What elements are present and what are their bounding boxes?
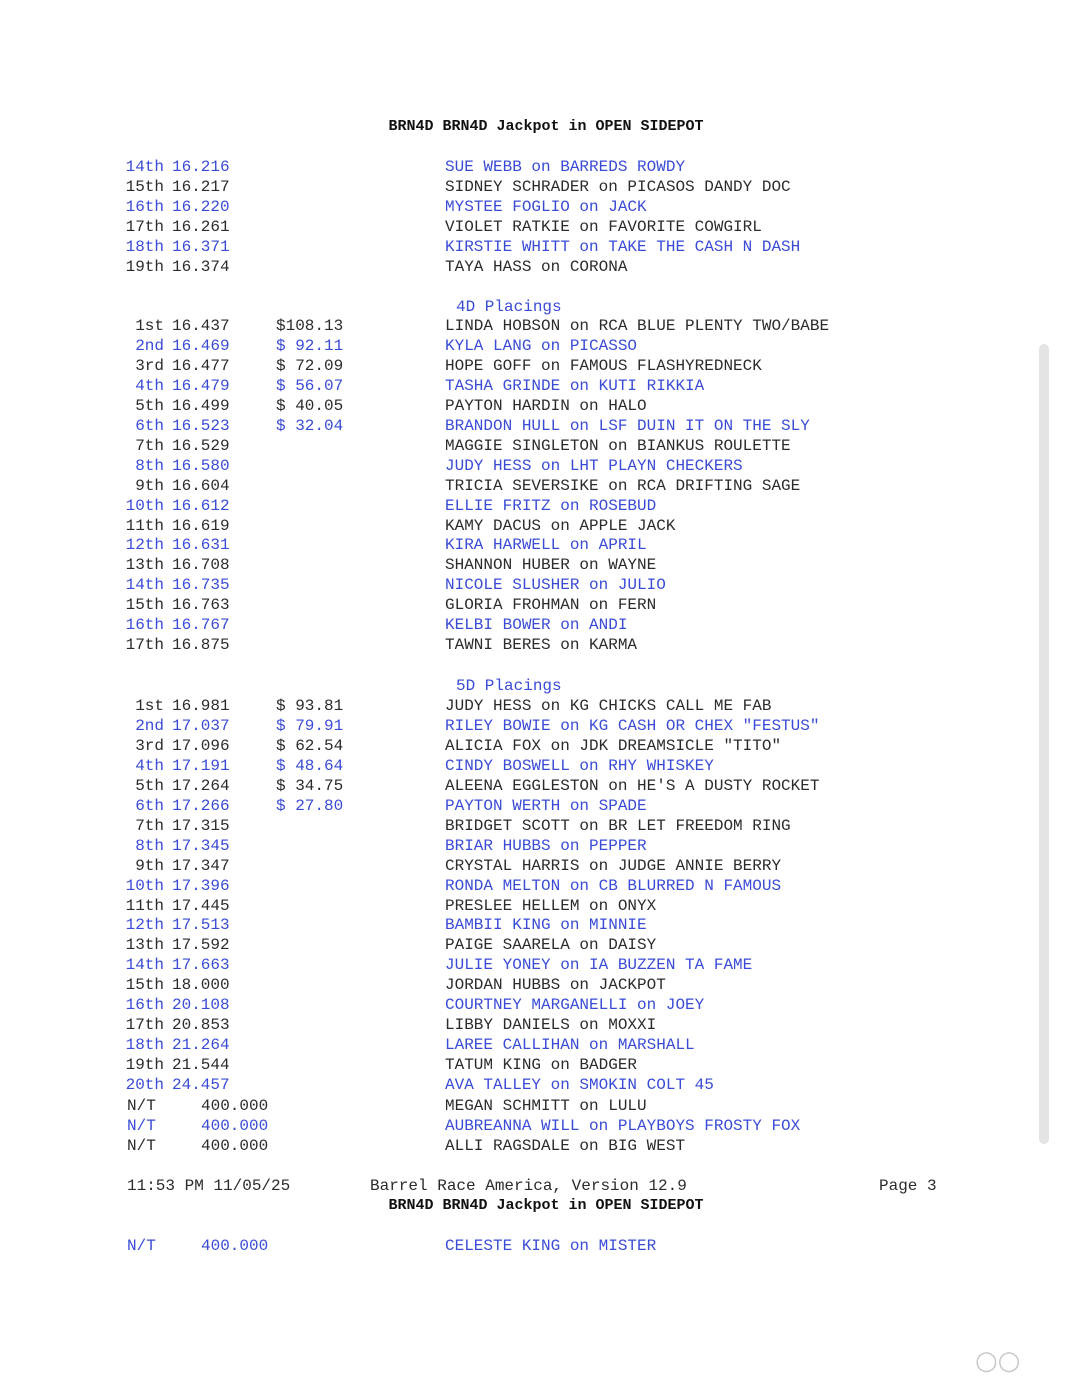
placing: 3rd xyxy=(135,356,164,375)
placing: 5th xyxy=(135,396,164,415)
placing: 13th xyxy=(125,936,164,955)
placing: 7th xyxy=(135,436,164,455)
placing: 12th xyxy=(125,536,164,555)
placing: 7th xyxy=(135,816,164,835)
payout: $ 34.75 xyxy=(276,776,344,795)
rider-horse: KIRA HARWELL on APRIL xyxy=(445,536,647,555)
run-time: 16.469 xyxy=(172,336,230,355)
run-time: 16.220 xyxy=(172,197,230,216)
rider-horse: TAYA HASS on CORONA xyxy=(445,257,628,276)
rider-horse: CRYSTAL HARRIS on JUDGE ANNIE BERRY xyxy=(445,856,782,875)
rider-horse: ALEENA EGGLESTON on HE'S A DUSTY ROCKET xyxy=(445,776,820,795)
run-time: 16.767 xyxy=(172,616,230,635)
rider-horse: RILEY BOWIE on KG CASH OR CHEX "FESTUS" xyxy=(445,716,820,735)
placing: N/T xyxy=(127,1136,156,1155)
rider-horse: JULIE YONEY on IA BUZZEN TA FAME xyxy=(445,956,753,975)
placing: 18th xyxy=(125,237,164,256)
run-time: 400.000 xyxy=(201,1136,269,1155)
run-time: 24.457 xyxy=(172,1076,230,1095)
run-time: 16.619 xyxy=(172,516,230,535)
run-time: 16.875 xyxy=(172,636,230,655)
placing: 6th xyxy=(135,416,164,435)
rider-horse: ALLI RAGSDALE on BIG WEST xyxy=(445,1136,686,1155)
placing: 6th xyxy=(135,796,164,815)
rider-horse: JUDY HESS on KG CHICKS CALL ME FAB xyxy=(445,697,772,715)
placing: N/T xyxy=(127,1237,156,1255)
run-time: 21.264 xyxy=(172,1036,230,1055)
placing: 9th xyxy=(135,476,164,495)
run-time: 17.663 xyxy=(172,956,230,975)
placing: 1st xyxy=(135,697,164,715)
placing: 8th xyxy=(135,456,164,475)
run-time: 16.217 xyxy=(172,177,230,196)
payout: $ 92.11 xyxy=(276,336,344,355)
payout: $ 56.07 xyxy=(276,376,344,395)
placing: 5th xyxy=(135,776,164,795)
placing: 2nd xyxy=(135,716,164,735)
rider-horse: PAYTON WERTH on SPADE xyxy=(445,796,647,815)
rider-horse: AUBREANNA WILL on PLAYBOYS FROSTY FOX xyxy=(445,1116,801,1135)
run-time: 21.544 xyxy=(172,1056,230,1075)
run-time: 400.000 xyxy=(201,1097,269,1115)
rider-horse: BRIDGET SCOTT on BR LET FREEDOM RING xyxy=(445,816,791,835)
run-time: 16.216 xyxy=(172,158,230,176)
rider-horse: KYLA LANG on PICASSO xyxy=(445,336,638,355)
payout: $ 48.64 xyxy=(276,756,344,775)
run-time: 16.708 xyxy=(172,556,230,575)
section-heading-5d: 5D Placings xyxy=(456,677,562,695)
run-time: 17.264 xyxy=(172,776,230,795)
run-time: 16.612 xyxy=(172,496,230,515)
placing: N/T xyxy=(127,1116,156,1135)
placing: 15th xyxy=(125,177,164,196)
run-time: 20.108 xyxy=(172,996,230,1015)
placing: 16th xyxy=(125,616,164,635)
rider-horse: TATUM KING on BADGER xyxy=(445,1056,638,1075)
placing: N/T xyxy=(127,1097,156,1115)
run-time: 17.191 xyxy=(172,756,230,775)
rider-horse: LIBBY DANIELS on MOXXI xyxy=(445,1016,657,1035)
placing: 3rd xyxy=(135,736,164,755)
rider-horse: KIRSTIE WHITT on TAKE THE CASH N DASH xyxy=(445,237,801,256)
run-time: 16.499 xyxy=(172,396,230,415)
rider-horse: KELBI BOWER on ANDI xyxy=(445,616,628,635)
rider-horse: TRICIA SEVERSIKE on RCA DRIFTING SAGE xyxy=(445,476,801,495)
placing: 16th xyxy=(125,197,164,216)
run-time: 16.477 xyxy=(172,356,230,375)
placing: 1st xyxy=(135,317,164,335)
payout: $ 79.91 xyxy=(276,716,344,735)
placing: 18th xyxy=(125,1036,164,1055)
rider-horse: TASHA GRINDE on KUTI RIKKIA xyxy=(445,376,705,395)
placing: 19th xyxy=(125,257,164,276)
run-time: 16.479 xyxy=(172,376,230,395)
payout: $ 32.04 xyxy=(276,416,344,435)
placing: 14th xyxy=(125,576,164,595)
run-time: 17.347 xyxy=(172,856,230,875)
run-time: 17.096 xyxy=(172,736,230,755)
payout: $108.13 xyxy=(276,317,344,335)
run-time: 16.261 xyxy=(172,217,230,236)
vertical-scrollbar[interactable] xyxy=(1039,344,1049,1144)
placing: 15th xyxy=(125,596,164,615)
run-time: 400.000 xyxy=(201,1237,269,1255)
run-time: 16.523 xyxy=(172,416,230,435)
rider-horse: ELLIE FRITZ on ROSEBUD xyxy=(445,496,657,515)
placing: 16th xyxy=(125,996,164,1015)
rider-horse: AVA TALLEY on SMOKIN COLT 45 xyxy=(445,1076,714,1095)
footer-software: Barrel Race America, Version 12.9 xyxy=(370,1177,687,1195)
page-title: BRN4D BRN4D Jackpot in OPEN SIDEPOT xyxy=(388,118,704,135)
rider-horse: GLORIA FROHMAN on FERN xyxy=(445,596,657,615)
payout: $ 62.54 xyxy=(276,736,344,755)
payout: $ 93.81 xyxy=(276,697,344,715)
rider-horse: PAIGE SAARELA on DAISY xyxy=(445,936,657,955)
placing: 4th xyxy=(135,376,164,395)
rider-horse: LAREE CALLIHAN on MARSHALL xyxy=(445,1036,695,1055)
rider-horse: CINDY BOSWELL on RHY WHISKEY xyxy=(445,756,714,775)
run-time: 16.437 xyxy=(172,317,230,335)
rider-horse: VIOLET RATKIE on FAVORITE COWGIRL xyxy=(445,217,762,236)
rider-horse: HOPE GOFF on FAMOUS FLASHYREDNECK xyxy=(445,356,762,375)
section-heading-4d: 4D Placings xyxy=(456,298,562,316)
placing: 10th xyxy=(125,496,164,515)
footer-timestamp: 11:53 PM 11/05/25 xyxy=(127,1177,291,1195)
rider-horse: SHANNON HUBER on WAYNE xyxy=(445,556,657,575)
payout: $ 40.05 xyxy=(276,396,344,415)
run-time: 17.037 xyxy=(172,716,230,735)
run-time: 16.735 xyxy=(172,576,230,595)
rider-horse: SIDNEY SCHRADER on PICASOS DANDY DOC xyxy=(445,177,791,196)
footer-title: BRN4D BRN4D Jackpot in OPEN SIDEPOT xyxy=(388,1197,704,1214)
rider-horse: BRANDON HULL on LSF DUIN IT ON THE SLY xyxy=(445,416,810,435)
payout: $ 72.09 xyxy=(276,356,344,375)
placing: 2nd xyxy=(135,336,164,355)
placing: 11th xyxy=(125,896,164,915)
run-time: 16.371 xyxy=(172,237,230,256)
placing: 20th xyxy=(125,1076,164,1095)
run-time: 16.604 xyxy=(172,476,230,495)
run-time: 16.580 xyxy=(172,456,230,475)
run-time: 17.266 xyxy=(172,796,230,815)
rider-horse: JUDY HESS on LHT PLAYN CHECKERS xyxy=(445,456,743,475)
placing: 4th xyxy=(135,756,164,775)
placing: 14th xyxy=(125,158,164,176)
run-time: 16.374 xyxy=(172,257,230,276)
rider-horse: BRIAR HUBBS on PEPPER xyxy=(445,836,647,855)
placing: 9th xyxy=(135,856,164,875)
footer-page-number: Page 3 xyxy=(879,1177,937,1195)
rider-horse: ALICIA FOX on JDK DREAMSICLE "TITO" xyxy=(445,736,782,755)
payout: $ 27.80 xyxy=(276,796,344,815)
rider-horse: MEGAN SCHMITT on LULU xyxy=(445,1097,647,1115)
run-time: 16.763 xyxy=(172,596,230,615)
run-time: 17.513 xyxy=(172,916,230,935)
placing: 8th xyxy=(135,836,164,855)
placing: 19th xyxy=(125,1056,164,1075)
rider-horse: LINDA HOBSON on RCA BLUE PLENTY TWO/BABE xyxy=(445,317,830,335)
run-time: 17.315 xyxy=(172,816,230,835)
placing: 13th xyxy=(125,556,164,575)
placing: 12th xyxy=(125,916,164,935)
page-indicator-icon: ○○ xyxy=(975,1346,1021,1376)
run-time: 17.345 xyxy=(172,836,230,855)
placing: 17th xyxy=(125,217,164,236)
placing: 14th xyxy=(125,956,164,975)
run-time: 20.853 xyxy=(172,1016,230,1035)
rider-horse: PAYTON HARDIN on HALO xyxy=(445,396,647,415)
rider-horse: MAGGIE SINGLETON on BIANKUS ROULETTE xyxy=(445,436,791,455)
rider-horse: PRESLEE HELLEM on ONYX xyxy=(445,896,657,915)
run-time: 16.529 xyxy=(172,436,230,455)
placing: 10th xyxy=(125,876,164,895)
rider-horse: JORDAN HUBBS on JACKPOT xyxy=(445,976,666,995)
rider-horse: KAMY DACUS on APPLE JACK xyxy=(445,516,676,535)
rider-horse: CELESTE KING on MISTER xyxy=(445,1237,657,1255)
rider-horse: NICOLE SLUSHER on JULIO xyxy=(445,576,666,595)
rider-horse: COURTNEY MARGANELLI on JOEY xyxy=(445,996,705,1015)
run-time: 17.445 xyxy=(172,896,230,915)
run-time: 16.631 xyxy=(172,536,230,555)
rider-horse: SUE WEBB on BARREDS ROWDY xyxy=(445,158,686,176)
rider-horse: MYSTEE FOGLIO on JACK xyxy=(445,197,647,216)
run-time: 16.981 xyxy=(172,697,230,715)
placing: 11th xyxy=(125,516,164,535)
rider-horse: BAMBII KING on MINNIE xyxy=(445,916,647,935)
placing: 17th xyxy=(125,636,164,655)
rider-horse: TAWNI BERES on KARMA xyxy=(445,636,638,655)
run-time: 18.000 xyxy=(172,976,230,995)
placing: 15th xyxy=(125,976,164,995)
run-time: 17.396 xyxy=(172,876,230,895)
rider-horse: RONDA MELTON on CB BLURRED N FAMOUS xyxy=(445,876,782,895)
run-time: 17.592 xyxy=(172,936,230,955)
run-time: 400.000 xyxy=(201,1116,269,1135)
placing: 17th xyxy=(125,1016,164,1035)
